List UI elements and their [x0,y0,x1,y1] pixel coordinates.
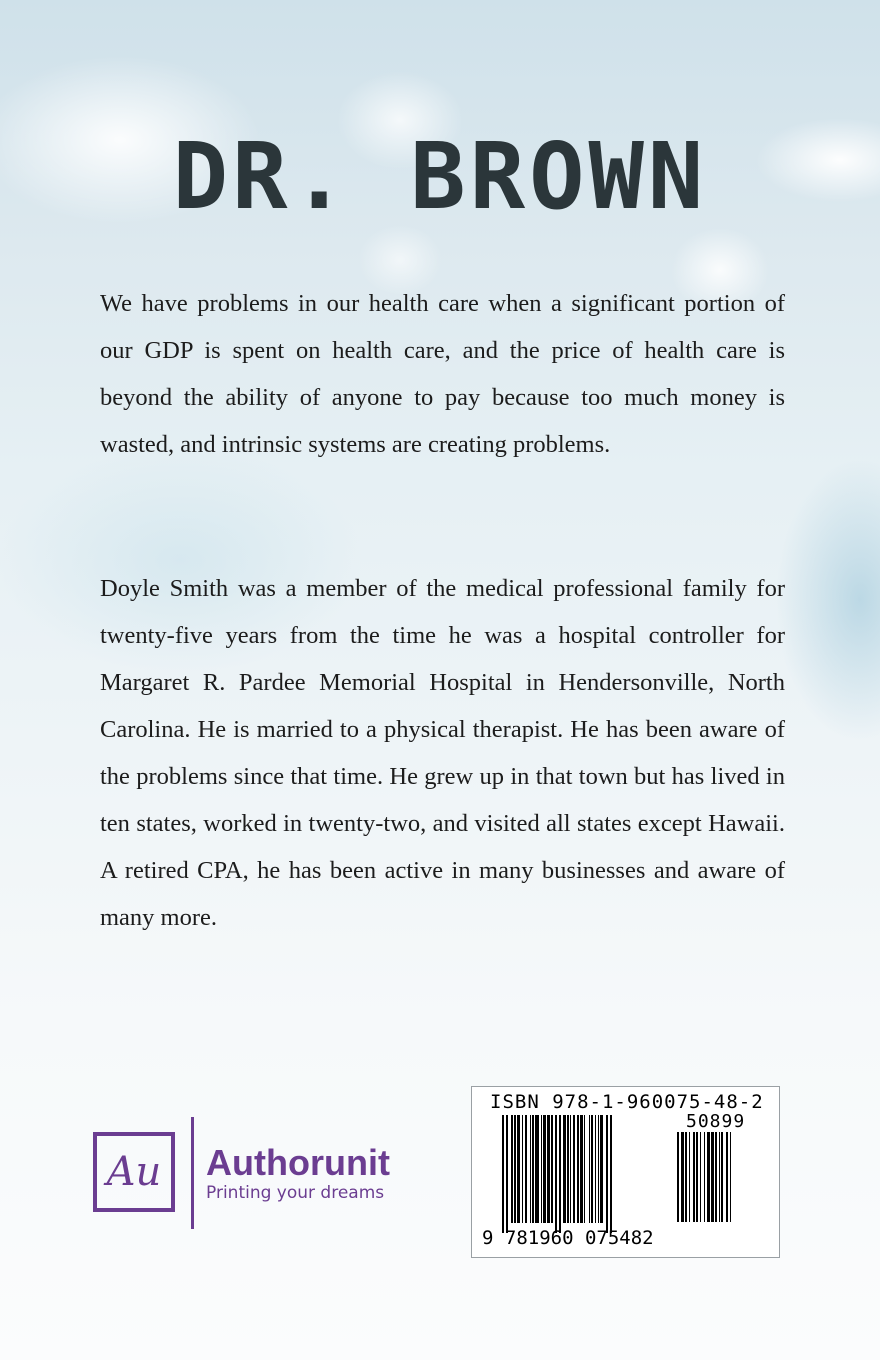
barcode-bar [721,1132,723,1222]
barcode-bar [689,1132,690,1222]
barcode-bar [681,1132,684,1222]
addon-barcode-bars [677,1132,757,1237]
barcode-bar [715,1132,717,1222]
publisher-divider [191,1117,194,1229]
ean-barcode-bars [502,1115,674,1237]
ean-digits: 9 781960 075482 [482,1227,654,1249]
barcode-bar [693,1132,695,1222]
price-code: 50899 [686,1111,746,1132]
publisher-logo [93,1117,413,1229]
barcode-bar [573,1115,575,1223]
barcode-bar [517,1115,520,1223]
barcode-bar [700,1132,701,1222]
barcode-bar [685,1132,687,1222]
barcode-bar [677,1132,679,1222]
barcode-bar [502,1115,504,1233]
barcode-bar [563,1115,566,1223]
barcode-bar [567,1115,569,1223]
barcode-bar [719,1132,720,1222]
barcode-bar [511,1115,513,1223]
barcode-bar [580,1115,583,1223]
barcode-bar [506,1115,508,1233]
barcode-bar [598,1115,599,1223]
barcode-bar [711,1132,714,1222]
barcode-bar [726,1132,728,1222]
barcode-bar [577,1115,579,1223]
author-bio-paragraph: Doyle Smith was a member of the medical professional family for twenty-five years from the time he was a hospital controller for Margaret R. Pardee Memorial Hospital in Hendersonville, North Carolina. He is married to a physical therapist. He has been aware of the problems since that time. He grew up in that town but has lived in ten states, worked in twenty-two, and visited all states except Hawaii. A retired CPA, he has been active in many businesses and aware of many more. [100,575,785,931]
barcode-bar [522,1115,523,1223]
barcode-bar [530,1115,531,1223]
barcode-bar [610,1115,612,1233]
barcode-bar [555,1115,557,1233]
barcode-bar [707,1132,710,1222]
barcode-bar [547,1115,550,1223]
publisher-name: Authorunit [206,1142,390,1183]
barcode-bar [514,1115,516,1223]
isbn-label: ISBN 978-1-960075-48-2 [490,1091,764,1113]
publisher-tagline: Printing your dreams [206,1183,385,1203]
publisher-logo-mark: Au [93,1132,175,1212]
barcode-bar [595,1115,596,1223]
barcode-bar [535,1115,539,1223]
barcode-bar [584,1115,585,1223]
barcode-bar [589,1115,590,1223]
barcode-bar [525,1115,527,1223]
barcode-bar [570,1115,571,1223]
barcode-bar [551,1115,553,1223]
barcode-bar [541,1115,542,1223]
barcode-bar [730,1132,731,1222]
barcode-bar [696,1132,698,1222]
isbn-barcode [471,1086,780,1258]
barcode-bar [543,1115,546,1223]
barcode-bar [606,1115,608,1233]
barcode-bar [532,1115,534,1223]
book-title: DR. BROWN [172,123,708,230]
barcode-bar [591,1115,593,1223]
barcode-bar [559,1115,561,1233]
barcode-bar [600,1115,603,1223]
barcode-bar [704,1132,705,1222]
blurb-paragraph-1: We have problems in our health care when a significant portion of our GDP is spent on health care, and the price of health care is beyond the ability of anyone to pay because too much money is wasted, and intrinsic systems are creating problems. [100,290,785,458]
